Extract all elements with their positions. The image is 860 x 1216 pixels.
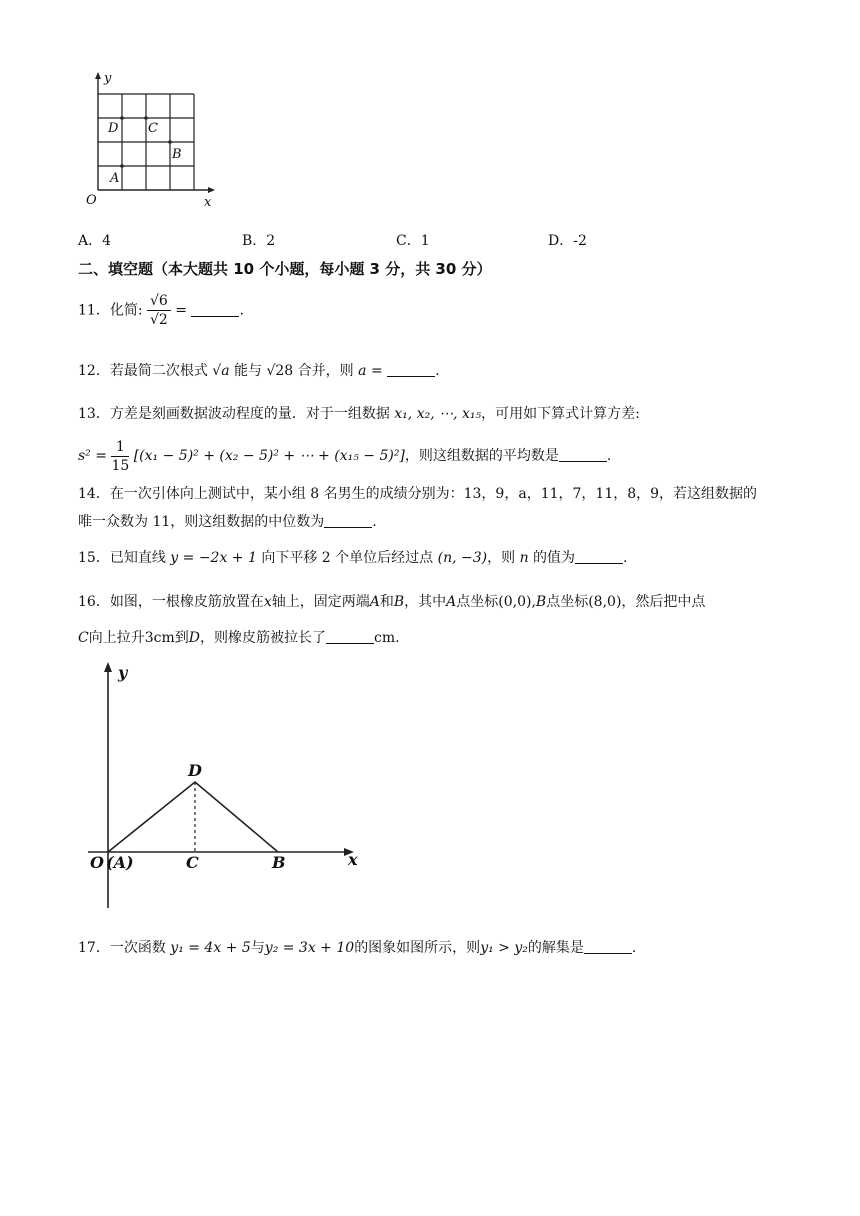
q15-answer-blank[interactable] bbox=[575, 549, 623, 564]
fig2-o-label: O bbox=[90, 853, 104, 872]
q16-text-line2-c: ，则橡皮筋被拉长了 bbox=[199, 630, 326, 646]
q16-coord-a: (0,0), bbox=[498, 594, 536, 610]
q16-text-e: 点坐标 bbox=[546, 594, 589, 610]
q13-formula-lhs: s² = bbox=[78, 448, 107, 464]
q16-unit: cm bbox=[373, 630, 396, 646]
q16-text-line2-b: 到 bbox=[174, 630, 189, 646]
q11-answer-blank[interactable] bbox=[191, 302, 239, 317]
choice-a: A．4 bbox=[78, 233, 112, 249]
question-15 bbox=[78, 548, 628, 568]
fig1-label-d: D bbox=[108, 121, 119, 136]
choice-b: B．2 bbox=[242, 233, 276, 249]
q16-A: A bbox=[369, 594, 380, 610]
q17-tail: 的图象如图所示，则 bbox=[354, 940, 481, 956]
q13-end: . bbox=[606, 448, 612, 464]
q12-var: a bbox=[358, 363, 367, 379]
q12-answer-blank[interactable] bbox=[387, 362, 435, 377]
q15-tail: ，则 bbox=[487, 550, 516, 566]
q15-equation: y = −2x + 1 bbox=[170, 550, 257, 566]
q12-prefix: 12．若最简二次根式 bbox=[78, 363, 208, 379]
rubber-band-figure bbox=[78, 660, 368, 912]
q13-frac-den: 15 bbox=[111, 457, 130, 474]
answer-choices bbox=[78, 230, 778, 250]
q13-fraction bbox=[111, 438, 129, 475]
q17-end: . bbox=[631, 940, 637, 956]
q11-denominator: √2 bbox=[149, 312, 168, 328]
q16-text-f: ，然后把中点 bbox=[621, 594, 706, 610]
q14-answer-blank[interactable] bbox=[324, 513, 372, 528]
question-13-formula bbox=[78, 436, 611, 476]
fig1-label-b: B bbox=[172, 147, 182, 162]
q16-and: 和 bbox=[379, 594, 394, 610]
point-c-marker bbox=[144, 116, 148, 120]
q16-coord-b: (8,0) bbox=[588, 594, 622, 610]
question-11 bbox=[78, 292, 244, 329]
q16-D: D bbox=[188, 630, 200, 646]
question-16-line2 bbox=[78, 628, 400, 648]
q13-line1: 13．方差是刻画数据波动程度的量．对于一组数据 bbox=[78, 406, 390, 422]
q16-A2: A bbox=[446, 594, 457, 610]
q15-end: . bbox=[623, 550, 628, 566]
question-17 bbox=[78, 938, 636, 958]
q13-data-list: x₁, x₂, ⋯, x₁₅ bbox=[394, 406, 482, 422]
choice-d: D．-2 bbox=[548, 233, 587, 249]
q16-distance: 3cm bbox=[144, 630, 175, 646]
grid-figure bbox=[84, 70, 224, 210]
q16-text-line2-a: 向上拉升 bbox=[88, 630, 145, 646]
q17-inequality: y₁ > y₂ bbox=[480, 940, 528, 956]
q16-text-c: ，其中 bbox=[404, 594, 447, 610]
q13-frac-num: 1 bbox=[111, 438, 129, 457]
q16-text-b: 轴上，固定两端 bbox=[271, 594, 370, 610]
q17-function-2: y₂ = 3x + 10 bbox=[264, 940, 355, 956]
point-d-marker bbox=[120, 116, 124, 120]
q16-end: . bbox=[395, 630, 400, 646]
q12-eq: = bbox=[370, 363, 383, 379]
q14-line2: 唯一众数为 11，则这组数据的中位数为 bbox=[78, 514, 325, 530]
q16-answer-blank[interactable] bbox=[326, 629, 374, 644]
q15-var: n bbox=[519, 550, 529, 566]
q12-radical-sign: √ bbox=[212, 363, 222, 379]
q17-prefix: 17．一次函数 bbox=[78, 940, 166, 956]
q15-mid: 向下平移 2 个单位后经过点 bbox=[261, 550, 434, 566]
fig2-c-label: C bbox=[186, 853, 199, 872]
fig2-x-label: x bbox=[348, 850, 358, 869]
q16-B2: B bbox=[535, 594, 547, 610]
q17-tail2: 的解集是 bbox=[527, 940, 584, 956]
fig2-y-label: y bbox=[118, 663, 128, 682]
q16-text-d: 点坐标 bbox=[456, 594, 499, 610]
q16-x: x bbox=[263, 594, 272, 610]
q13-line1-end: ，可用如下算式计算方差: bbox=[481, 406, 640, 422]
q16-text-a: 16．如图，一根橡皮筋放置在 bbox=[78, 594, 264, 610]
question-14-line2 bbox=[78, 512, 377, 532]
point-b-marker bbox=[168, 140, 172, 144]
q17-function-1: y₁ = 4x + 5 bbox=[170, 940, 251, 956]
q11-equals: = bbox=[175, 302, 187, 319]
q15-tail2: 的值为 bbox=[533, 550, 576, 566]
q17-answer-blank[interactable] bbox=[584, 939, 632, 954]
fig2-d-label: D bbox=[188, 761, 202, 780]
fig1-origin-label: O bbox=[86, 193, 97, 208]
q11-end: . bbox=[239, 302, 244, 319]
section-title: 二、填空题（本大题共 10 个小题，每小题 3 分，共 30 分） bbox=[78, 260, 492, 278]
q17-mid: 与 bbox=[250, 940, 265, 956]
fig2-a-label: (A) bbox=[106, 853, 134, 872]
question-14-line1: 14．在一次引体向上测试中，某小组 8 名男生的成绩分别为：13，9，a，11，7，11，8，9，若这组数据的 bbox=[78, 486, 758, 502]
q15-prefix: 15．已知直线 bbox=[78, 550, 166, 566]
q12-tail: 合并，则 bbox=[297, 363, 354, 379]
fig1-x-label: x bbox=[204, 195, 212, 210]
q12-end: . bbox=[435, 363, 440, 379]
fig1-label-a: A bbox=[110, 171, 120, 186]
q11-fraction bbox=[147, 292, 171, 329]
fig1-y-label: y bbox=[104, 71, 112, 86]
q16-C: C bbox=[78, 630, 89, 646]
rubber-band-line bbox=[108, 782, 278, 852]
q11-numerator: √6 bbox=[147, 292, 171, 311]
q15-point: (n, −3) bbox=[437, 550, 488, 566]
q14-end: . bbox=[372, 514, 377, 530]
question-12 bbox=[78, 361, 440, 381]
q16-B: B bbox=[393, 594, 405, 610]
q13-answer-blank[interactable] bbox=[559, 447, 607, 462]
point-a-marker bbox=[120, 164, 124, 168]
question-13-line1 bbox=[78, 404, 640, 424]
q12-radical-var: a bbox=[221, 363, 230, 379]
q13-formula-body: [(x₁ − 5)² + (x₂ − 5)² + ⋯ + (x₁₅ − 5)²] bbox=[133, 448, 405, 464]
q12-mid: 能与 bbox=[234, 363, 263, 379]
fig1-label-c: C bbox=[148, 121, 158, 136]
question-16-line1 bbox=[78, 592, 705, 612]
q13-line2-end: ，则这组数据的平均数是 bbox=[404, 448, 559, 464]
fig2-b-label: B bbox=[272, 853, 286, 872]
q11-prefix: 11．化简: bbox=[78, 302, 143, 319]
q12-radical-28: √28 bbox=[266, 363, 294, 379]
choice-c: C．1 bbox=[396, 233, 430, 249]
